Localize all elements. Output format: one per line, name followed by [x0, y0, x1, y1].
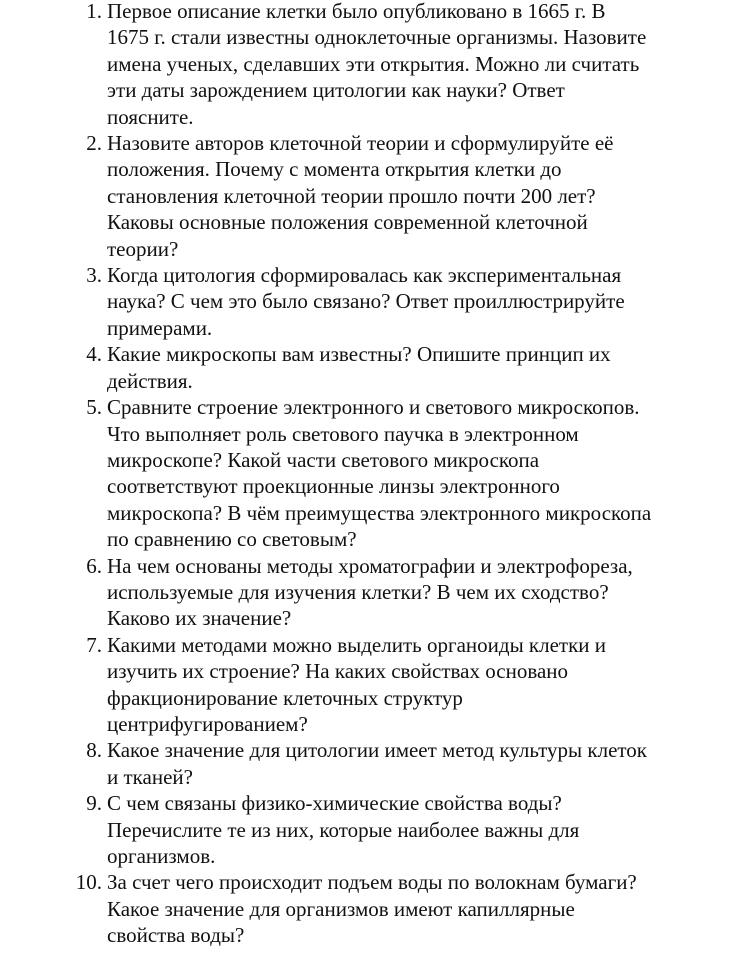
question-item — [0, 737, 750, 790]
question-text-line: используемые для изучения клетки? В чем их сходство? — [107, 579, 609, 604]
question-number: 7. — [86, 632, 102, 657]
question-text-line: Каковы основные положения современной клеточной — [107, 210, 588, 235]
question-text-line: примерами. — [107, 315, 213, 340]
question-text-line: Какими методами можно выделить органоиды клетки и — [107, 632, 607, 657]
question-item — [0, 130, 750, 262]
question-text-line: эти даты зарождением цитологии как науки? Ответ — [107, 78, 565, 103]
question-number: 4. — [86, 342, 102, 367]
question-item — [0, 0, 750, 130]
question-text — [107, 553, 710, 632]
question-text-line: становления клеточной теории прошло почти 200 лет? — [107, 183, 596, 208]
question-text-line: по сравнению со световым? — [107, 527, 357, 552]
question-text — [107, 262, 710, 341]
question-text — [107, 341, 710, 394]
question-text-line: микроскопе? Какой части светового микроскопа — [107, 447, 540, 472]
question-text-line: Перечислите те из них, которые наиболее важны для — [107, 817, 580, 842]
question-text-line: и тканей? — [107, 764, 193, 789]
question-item — [0, 869, 750, 948]
question-text-line: Когда цитология сформировалась как экспериментальная — [107, 263, 622, 288]
question-text-line: действия. — [107, 368, 193, 393]
question-number: 8. — [86, 738, 102, 763]
question-text-line: наука? С чем это было связано? Ответ проиллюстрируйте — [107, 289, 625, 314]
question-text-line: фракционирование клеточных структур — [107, 685, 463, 710]
question-text — [107, 130, 710, 262]
question-number: 9. — [86, 791, 102, 816]
question-item — [0, 341, 750, 394]
question-text-line: Назовите авторов клеточной теории и сформулируйте её — [107, 131, 614, 156]
question-text-line: изучить их строение? На каких свойствах основано — [107, 659, 569, 684]
question-text-line: За счет чего происходит подъем воды по волокнам бумаги? — [107, 870, 637, 895]
question-number: 2. — [86, 131, 102, 156]
question-text-line: Сравните строение электронного и светового микроскопов. — [107, 395, 640, 420]
question-text — [107, 737, 710, 790]
question-text-line: Какое значение для цитологии имеет метод культуры клеток — [107, 738, 647, 763]
question-text — [107, 790, 710, 869]
question-text — [107, 0, 710, 130]
question-number: 3. — [86, 263, 102, 288]
question-number: 6. — [86, 553, 102, 578]
question-text-line: теории? — [107, 236, 179, 261]
question-text-line: На чем основаны методы хроматографии и электрофореза, — [107, 553, 633, 578]
question-number: 5. — [86, 395, 102, 420]
question-item — [0, 632, 750, 738]
question-text — [107, 632, 710, 738]
question-text-line: микроскопа? В чём преимущества электронного микроскопа — [107, 500, 652, 525]
question-text-line: Какие микроскопы вам известны? Опишите принцип их — [107, 342, 611, 367]
question-text — [107, 869, 710, 948]
question-text-line: центрифугированием? — [107, 711, 308, 736]
question-text-line: 1675 г. стали известны одноклеточные организмы. Назовите — [107, 25, 647, 50]
question-number: 10. — [75, 870, 102, 895]
question-text — [107, 394, 710, 552]
question-text-line: Что выполняет роль светового паучка в электронном — [107, 421, 579, 446]
question-text-line: соответствуют проекционные линзы электронного — [107, 474, 560, 499]
question-item — [0, 262, 750, 341]
question-text-line: положения. Почему с момента открытия клетки до — [107, 157, 562, 182]
question-item — [0, 553, 750, 632]
question-text-line: Какое значение для организмов имеют капиллярные — [107, 896, 575, 921]
question-text-line: Каково их значение? — [107, 606, 292, 631]
question-number: 1. — [86, 0, 102, 23]
question-text-line: Первое описание клетки было опубликовано в 1665 г. В — [107, 0, 606, 23]
question-text-line: поясните. — [107, 104, 194, 129]
question-text-line: свойства воды? — [107, 923, 245, 948]
question-text-line: С чем связаны физико-химические свойства воды? — [107, 791, 562, 816]
question-text-line: имена ученых, сделавших эти открытия. Можно ли считать — [107, 51, 640, 76]
question-item — [0, 790, 750, 869]
question-text-line: организмов. — [107, 844, 216, 868]
question-item — [0, 394, 750, 552]
